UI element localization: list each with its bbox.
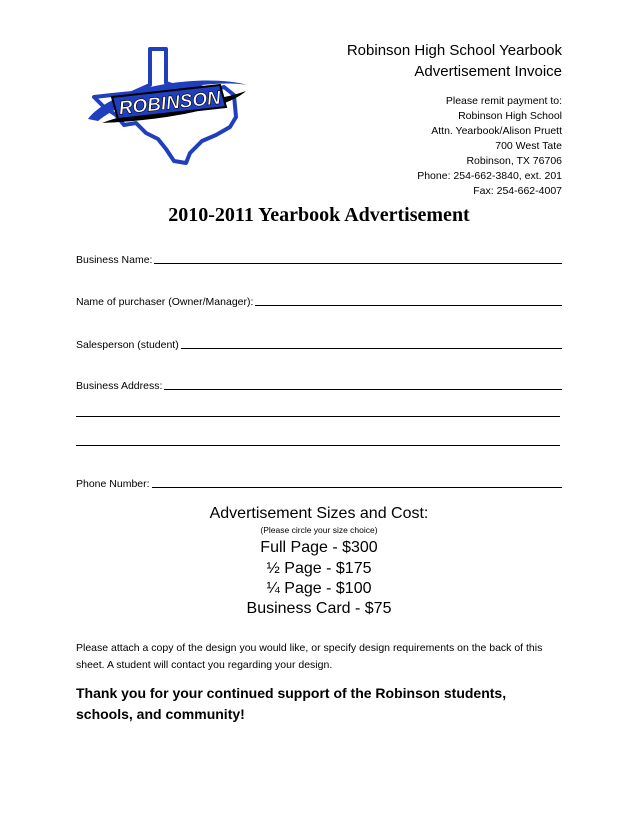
salesperson-label: Salesperson (student) [76, 339, 179, 351]
page-title: 2010-2011 Yearbook Advertisement [168, 204, 470, 226]
texas-logo-graphic [84, 45, 254, 165]
remit-line: Phone: 254-662-3840, ext. 201 [417, 170, 562, 182]
invoice-header [347, 40, 562, 82]
remit-line: Fax: 254-662-4007 [473, 185, 562, 197]
remit-line: Attn. Yearbook/Alison Pruett [431, 125, 562, 137]
phone-number-line[interactable] [152, 486, 562, 488]
size-option-half-page: ½ Page - $175 [266, 560, 372, 577]
business-name-label: Business Name: [76, 254, 153, 266]
design-instructions: Please attach a copy of the design you would like, or specify design requirements on the back of this sheet. A student will contact you regarding your design. [76, 642, 543, 671]
business-address-line[interactable] [164, 388, 562, 390]
phone-number-label: Phone Number: [76, 478, 150, 490]
remit-line: Robinson, TX 76706 [466, 155, 562, 167]
remit-line: 700 West Tate [495, 140, 562, 152]
header-title-line2: Advertisement Invoice [414, 63, 562, 80]
remit-address-block [417, 94, 562, 199]
salesperson-line[interactable] [181, 347, 562, 349]
thank-you-message: Thank you for your continued support of the Robinson students, schools, and community! [76, 685, 507, 722]
business-address-label: Business Address: [76, 380, 163, 392]
robinson-texas-logo [84, 45, 254, 165]
business-address-field[interactable] [76, 378, 562, 392]
purchaser-label: Name of purchaser (Owner/Manager): [76, 296, 254, 308]
size-option-quarter-page: ¼ Page - $100 [266, 580, 372, 597]
size-option-full-page: Full Page - $300 [260, 539, 378, 556]
logo-text: ROBINSON [117, 87, 222, 120]
purchaser-field[interactable] [76, 294, 562, 308]
phone-number-field[interactable] [76, 476, 562, 490]
sizes-note: (Please circle your size choice) [260, 525, 378, 535]
size-option-business-card: Business Card - $75 [246, 600, 392, 617]
business-name-line[interactable] [154, 262, 562, 264]
sizes-title: Advertisement Sizes and Cost: [209, 505, 429, 522]
remit-line: Please remit payment to: [445, 95, 562, 107]
address-extra-line-1[interactable] [76, 416, 560, 417]
address-extra-line-2[interactable] [76, 445, 560, 446]
business-name-field[interactable] [76, 252, 562, 266]
purchaser-line[interactable] [255, 304, 562, 306]
salesperson-field[interactable] [76, 337, 562, 351]
remit-line: Robinson High School [458, 110, 562, 122]
header-title-line1: Robinson High School Yearbook [346, 42, 562, 59]
